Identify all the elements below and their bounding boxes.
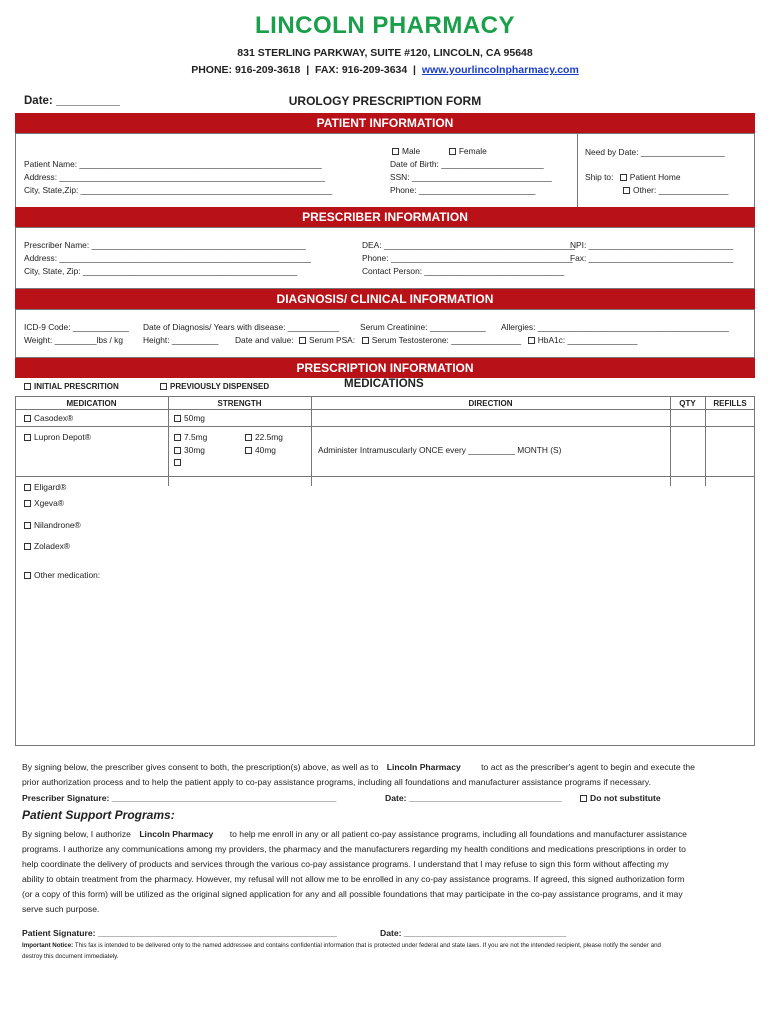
divider [15, 476, 755, 477]
contact-person-field[interactable]: Contact Person: ______________________________ [362, 266, 565, 276]
lupron-30mg-label: 30mg [184, 445, 205, 455]
nilandrone-option [24, 520, 81, 530]
ship-other-field[interactable]: Other: _______________ [633, 185, 729, 195]
notice-text: This fax is intended to be delivered only to the named addressee and contains confidential information that is protected under federal and state laws. If you are not the intended recipient, please notify the sender and [74, 942, 661, 949]
prescriber-name-field[interactable]: Prescriber Name: ______________________________________________ [24, 240, 306, 250]
ship-to-label: Ship to: [585, 172, 614, 182]
zoladex-option [24, 541, 70, 551]
serum-psa-checkbox[interactable] [299, 337, 306, 344]
patient-signature-field[interactable]: Patient Signature: __________________________________________________ [22, 928, 337, 938]
col-medication: MEDICATION [66, 399, 117, 408]
initial-prescription-label: INITIAL PRESCRITION [34, 382, 119, 391]
pharmacy-website-link[interactable]: www.yourlincolnpharmacy.com [421, 64, 579, 76]
support-line2: programs. I authorize any communications among my providers, the pharmacy and the manufacturers regarding my health conditions and medications prescriptions in order to [22, 844, 686, 854]
patient-info-section [15, 133, 755, 208]
previously-dispensed-label: PREVIOUSLY DISPENSED [170, 382, 270, 391]
xgeva-option [24, 498, 64, 508]
support-line3: help coordinate the delivery of products and services through the various co-pay assistance programs. I understand that I may refuse to sign this form without affecting my [22, 859, 669, 869]
ship-other-checkbox[interactable] [623, 187, 630, 194]
medications-title: MEDICATIONS [344, 378, 424, 390]
serum-testosterone-checkbox[interactable] [362, 337, 369, 344]
support-text: By signing below, I authorize [22, 829, 131, 839]
casodex-checkbox[interactable] [24, 415, 31, 422]
patient-phone-field[interactable]: Phone: _________________________ [390, 185, 536, 195]
lupron-22-5mg-label: 22.5mg [255, 432, 283, 442]
lupron-40mg-option [245, 445, 276, 455]
gender-options [392, 146, 487, 156]
eligard-label: Eligard® [34, 482, 67, 492]
ship-other-option [623, 185, 728, 195]
consent-pharmacy-name: Lincoln Pharmacy [386, 762, 461, 772]
patient-home-checkbox[interactable] [620, 174, 627, 181]
icd-field[interactable]: ICD-9 Code: ____________ [24, 322, 129, 332]
previously-dispensed-option [160, 382, 269, 391]
support-line6: serve such purpose. [22, 904, 100, 914]
diagnosis-bar: DIAGNOSIS/ CLINICAL INFORMATION [15, 289, 755, 309]
consent-text: to act as the prescriber's agent to begin and execute the [481, 762, 695, 772]
prescription-bar: PRESCRIPTION INFORMATION [15, 358, 755, 378]
allergies-field[interactable]: Allergies: _________________________________________ [501, 322, 729, 332]
other-medication-option [24, 570, 100, 580]
male-checkbox[interactable] [392, 148, 399, 155]
npi-field[interactable]: NPI: _______________________________ [570, 240, 734, 250]
eligard-option [24, 482, 66, 492]
col-strength: STRENGTH [217, 399, 262, 408]
form-date-field[interactable]: Date: __________ [24, 95, 120, 107]
important-notice [22, 940, 747, 962]
patient-info-bar: PATIENT INFORMATION [15, 113, 755, 133]
patient-city-field[interactable]: City, State,Zip: ______________________________________________________ [24, 185, 333, 195]
ssn-field[interactable]: SSN: ______________________________ [390, 172, 552, 182]
zoladex-label: Zoladex® [34, 541, 70, 551]
lupron-option [24, 432, 91, 442]
hba1c-field[interactable]: HbA1c: _______________ [537, 335, 638, 345]
date-of-diagnosis-field[interactable]: Date of Diagnosis/ Years with disease: ___________ [143, 322, 340, 332]
xgeva-checkbox[interactable] [24, 500, 31, 507]
prescriber-info-bar: PRESCRIBER INFORMATION [15, 207, 755, 227]
do-not-substitute-option [580, 793, 661, 803]
casodex-50mg-checkbox[interactable] [174, 415, 181, 422]
lab-values [235, 335, 637, 345]
nilandrone-checkbox[interactable] [24, 522, 31, 529]
previously-dispensed-checkbox[interactable] [160, 383, 167, 390]
pharmacy-phone: PHONE: 916-209-3618 [191, 64, 301, 76]
need-by-date-field[interactable]: Need by Date: __________________ [585, 147, 725, 157]
notice-line2: destroy this document immediately. [22, 953, 119, 960]
divider [15, 426, 755, 427]
other-medication-label: Other medication: [34, 570, 101, 580]
prescriber-city-field[interactable]: City, State, Zip: ______________________________________________ [24, 266, 298, 276]
initial-prescription-checkbox[interactable] [24, 383, 31, 390]
form-title: UROLOGY PRESCRIPTION FORM [288, 94, 482, 108]
patient-support-title: Patient Support Programs: [22, 808, 175, 822]
lupron-22-5mg-checkbox[interactable] [245, 434, 252, 441]
prescriber-consent-line2: prior authorization process and to help the patient apply to co-pay assistance programs, including all foundations and manufacturer assistance programs if necessary. [22, 777, 651, 787]
pharmacy-address: 831 STERLING PARKWAY, SUITE #120, LINCOLN, CA 95648 [237, 47, 533, 59]
initial-prescription-option [24, 382, 119, 391]
serum-testosterone-field[interactable]: Serum Testosterone: _______________ [371, 335, 522, 345]
lupron-7-5mg-option [174, 432, 207, 442]
lupron-30mg-checkbox[interactable] [174, 447, 181, 454]
lupron-22-5mg-option [245, 432, 283, 442]
col-qty: QTY [679, 399, 696, 408]
support-pharmacy-name: Lincoln Pharmacy [139, 829, 214, 839]
dea-field[interactable]: DEA: _________________________________________ [362, 240, 575, 250]
zoladex-checkbox[interactable] [24, 543, 31, 550]
lupron-30mg-option [174, 445, 205, 455]
female-checkbox[interactable] [449, 148, 456, 155]
prescriber-phone-field[interactable]: Phone: _______________________________________ [362, 253, 573, 263]
female-label: Female [458, 146, 487, 156]
other-medication-checkbox[interactable] [24, 572, 31, 579]
male-label: Male [402, 146, 421, 156]
prescriber-consent-line1 [22, 760, 747, 775]
patient-name-field[interactable]: Patient Name: ____________________________________________________ [24, 159, 322, 169]
lupron-checkbox[interactable] [24, 434, 31, 441]
prescriber-date-field[interactable]: Date: ________________________________ [385, 793, 562, 803]
patient-home-label: Patient Home [629, 172, 681, 182]
notice-line1 [22, 940, 747, 951]
prescriber-signature-field[interactable]: Prescriber Signature: _______________________________________________ [22, 793, 337, 803]
diagnosis-section [15, 309, 755, 358]
nilandrone-label: Nilandrone® [34, 520, 81, 530]
col-refills: REFILLS [713, 399, 747, 408]
xgeva-label: Xgeva® [34, 498, 64, 508]
weight-field[interactable]: Weight: _________lbs / kg [24, 335, 124, 345]
lupron-40mg-checkbox[interactable] [245, 447, 252, 454]
support-line1 [22, 827, 747, 842]
pharmacy-contact: PHONE: 916-209-3618 | FAX: 916-209-3634 | www.yourlincolnpharmacy.com [191, 64, 579, 76]
lupron-7-5mg-label: 7.5mg [184, 432, 208, 442]
lupron-40mg-label: 40mg [255, 445, 276, 455]
casodex-50mg-option [174, 413, 205, 423]
lupron-extra-checkbox[interactable] [174, 459, 181, 466]
casodex-label: Casodex® [34, 413, 74, 423]
patient-date-field[interactable]: Date: __________________________________ [380, 928, 567, 938]
lupron-direction[interactable]: Administer Intramuscularly ONCE every __________ MONTH (S) [318, 445, 562, 455]
col-direction: DIRECTION [468, 399, 513, 408]
lupron-extra-option [174, 457, 184, 467]
do-not-substitute-checkbox[interactable] [580, 795, 587, 802]
prescriber-address-field[interactable]: Address: ______________________________________________________ [24, 253, 311, 263]
consent-text: By signing below, the prescriber gives consent to both, the prescription(s) above, as well as to [22, 762, 379, 772]
date-value-label: Date and value: [235, 335, 294, 345]
eligard-checkbox[interactable] [24, 484, 31, 491]
height-field[interactable]: Height: __________ [143, 335, 219, 345]
divider [577, 133, 578, 207]
support-text: to help me enroll in any or all patient co-pay assistance programs, including all foundations and manufacturer assistance [229, 829, 687, 839]
prescriber-fax-field[interactable]: Fax: _______________________________ [570, 253, 734, 263]
support-line5: (or a copy of this form) will be utilized as the original signed application for any and all possible foundations that may participate in the co-pay assistance programs, and it may [22, 889, 683, 899]
casodex-50mg-label: 50mg [184, 413, 205, 423]
serum-creatinine-field[interactable]: Serum Creatinine: ____________ [360, 322, 486, 332]
dob-field[interactable]: Date of Birth: ______________________ [390, 159, 544, 169]
ship-to-options [585, 172, 680, 182]
pharmacy-name: LINCOLN PHARMACY [255, 12, 515, 39]
notice-label: Important Notice: [22, 942, 74, 949]
divider [15, 409, 755, 410]
serum-psa-label: Serum PSA: [309, 335, 356, 345]
support-line4: ability to obtain treatment from the pharmacy. However, my refusal will not allow me to be enrolled in any co-pay assistance programs. If agreed, this signed authorization form [22, 874, 685, 884]
casodex-option [24, 413, 73, 423]
patient-address-field[interactable]: Address: _________________________________________________________ [24, 172, 325, 182]
lupron-label: Lupron Depot® [34, 432, 91, 442]
do-not-substitute-label: Do not substitute [590, 793, 661, 803]
hba1c-checkbox[interactable] [528, 337, 535, 344]
pharmacy-fax: FAX: 916-209-3634 [314, 64, 408, 76]
lupron-7-5mg-checkbox[interactable] [174, 434, 181, 441]
